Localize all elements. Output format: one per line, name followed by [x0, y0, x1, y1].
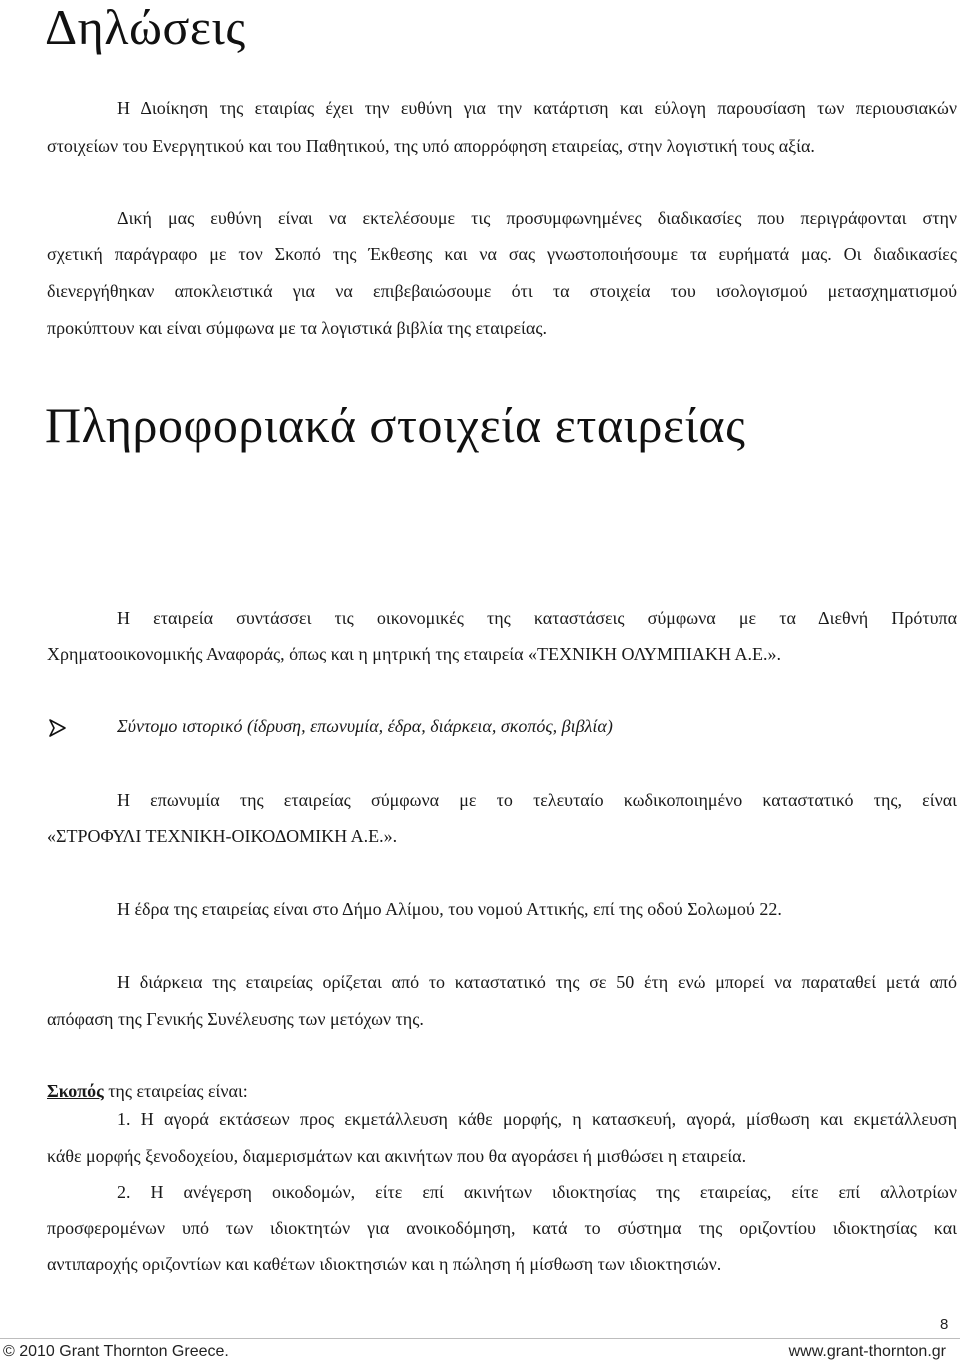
para4-line2: «ΣΤΡΟΦΥΛΙ ΤΕΧΝΙΚΗ-ΟΙΚΟΔΟΜΙΚΗ Α.Ε.». [47, 826, 398, 846]
para2-line2: σχετική παράγραφο με τον Σκοπό της Έκθεσης και να σας γνωστοποιήσουμε τα ευρήματά μας. Οι διαδικασίες [47, 244, 957, 264]
para3-line2: Χρηματοοικονομικής Αναφοράς, όπως και η μητρική της εταιρεία «ΤΕΧΝΙΚΗ ΟΛΥΜΠΙΑΚΗ Α.Ε.». [47, 644, 781, 664]
purpose-heading [47, 1081, 957, 1102]
para6-line2: απόφαση της Γενικής Συνέλευσης των μετόχων της. [47, 1009, 424, 1029]
para1-line2: στοιχείων του Ενεργητικού και του Παθητικού, της υπό απορρόφηση εταιρείας, στην λογιστική τους αξία. [47, 136, 815, 156]
para3-line1: Η εταιρεία συντάσσει τις οικονομικές της καταστάσεις σύμφωνα με τα Διεθνή Πρότυπα [117, 608, 957, 628]
bullet-history: Σύντομο ιστορικό (ίδρυση, επωνυμία, έδρα, διάρκεια, σκοπός, βιβλία) [117, 716, 613, 736]
footer-divider [0, 1338, 960, 1339]
purpose-item2-line3: αντιπαροχής οριζοντίων και καθέτων ιδιοκτησιών και η πώληση ή μίσθωση των ιδιοκτησιών. [47, 1254, 722, 1274]
para2-line1: Δική μας ευθύνη είναι να εκτελέσουμε τις προσυμφωνημένες διαδικασίες που περιγράφονται στην [117, 208, 957, 228]
purpose-item2-line2: προσφερομένων υπό των ιδιοκτητών για ανοικοδόμηση, κατά το σύστημα της οριζοντίου ιδιοκτησίας και [47, 1218, 957, 1238]
arrow-bullet-icon [47, 717, 69, 739]
heading-company-info: Πληροφοριακά στοιχεία εταιρείας [45, 397, 746, 453]
para2-line3: διενεργήθηκαν αποκλειστικά για να επιβεβαιώσουμε ότι τα στοιχεία του ισολογισμού μετασχηματισμού [47, 281, 957, 301]
para1-line1: Η Διοίκηση της εταιρίας έχει την ευθύνη για την κατάρτιση και εύλογη παρουσίαση των περιουσιακών [117, 98, 957, 118]
footer-copyright: © 2010 Grant Thornton Greece. [3, 1343, 229, 1360]
para4-line1: Η επωνυμία της εταιρείας σύμφωνα με το τελευταίο κωδικοποιημένο καταστατικό της, είναι [117, 790, 957, 810]
para5-headquarters: Η έδρα της εταιρείας είναι στο Δήμο Αλίμου, του νομού Αττικής, επί της οδού Σολωμού 22. [117, 899, 782, 919]
purpose-label: Σκοπός [47, 1081, 104, 1101]
heading-declarations: Δηλώσεις [45, 0, 246, 55]
purpose-item2-line1: 2. Η ανέγερση οικοδομών, είτε επί ακινήτων ιδιοκτησίας της εταιρείας, είτε επί αλλοτρίων [117, 1182, 957, 1202]
purpose-rest: της εταιρείας είναι: [103, 1081, 248, 1101]
page-number: 8 [940, 1316, 949, 1333]
purpose-item1-line2: κάθε μορφής ξενοδοχείου, διαμερισμάτων και ακινήτων που θα αγοράσει ή μισθώσει η εταιρεία. [47, 1146, 747, 1166]
para6-line1: Η διάρκεια της εταιρείας ορίζεται από το καταστατικό της σε 50 έτη ενώ μπορεί να παραταθεί μετά από [117, 972, 957, 992]
para2-line4: προκύπτουν και είναι σύμφωνα με τα λογιστικά βιβλία της εταιρείας. [47, 318, 547, 338]
footer-website: www.grant-thornton.gr [788, 1343, 946, 1360]
purpose-item1-line1: 1. Η αγορά εκτάσεων προς εκμετάλλευση κάθε μορφής, η κατασκευή, αγορά, μίσθωση και εκμετάλλευση [117, 1109, 957, 1129]
